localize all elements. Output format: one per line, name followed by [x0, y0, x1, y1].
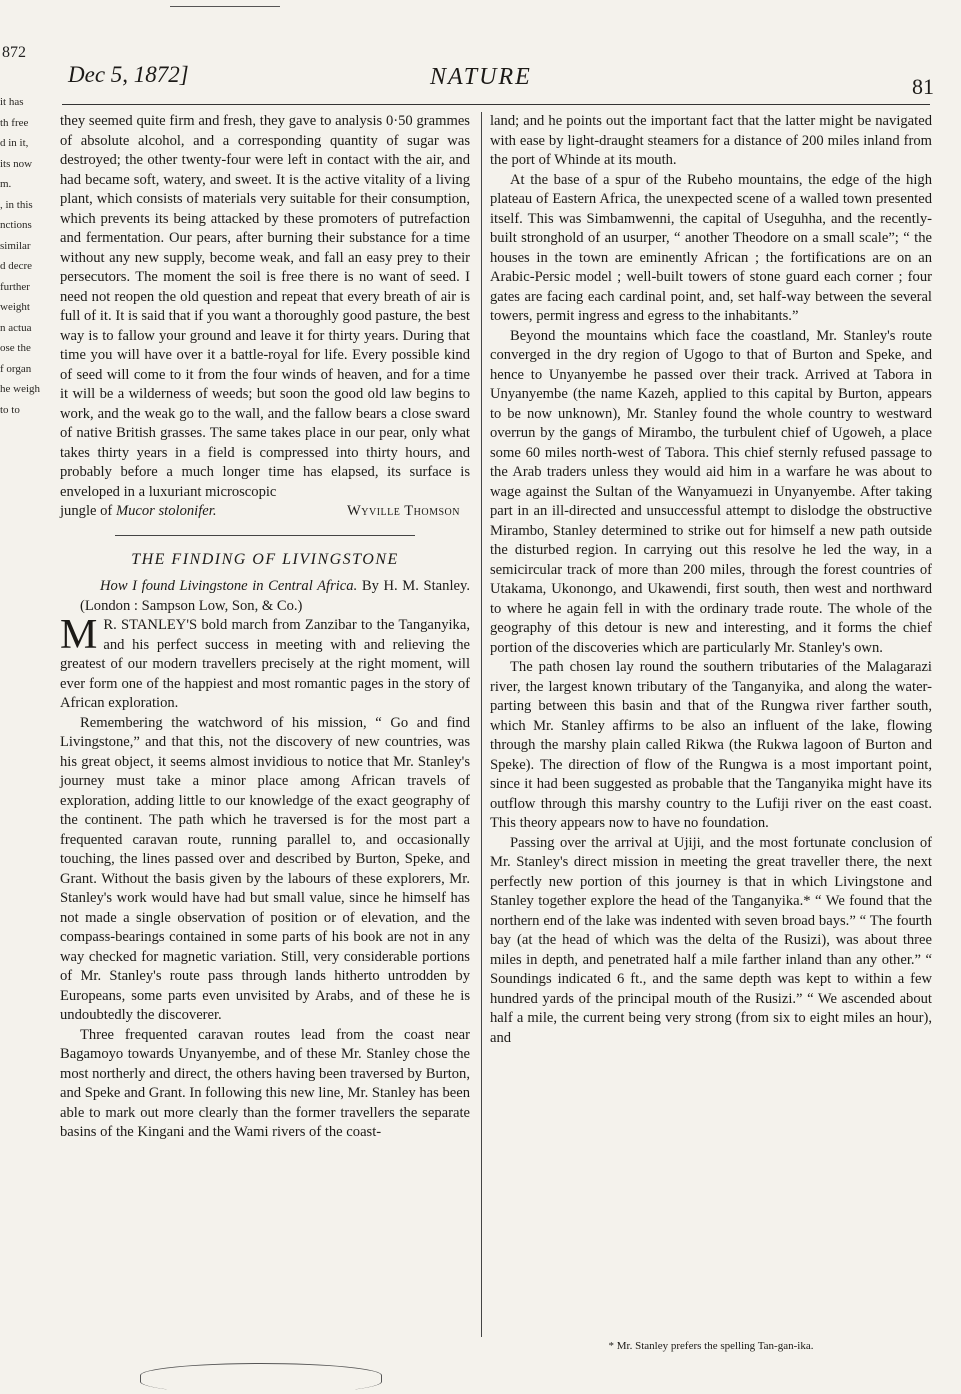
- gutter-page-fragment: 872: [2, 44, 26, 61]
- opening-caps: R. STANLEY'S: [103, 617, 198, 633]
- paragraph: Beyond the mountains which face the coastland, Mr. Stanley's route converged in the dry region of Ugogo to that of Burton and Speke, and hence to Unyanyembe he passed over their track. Arrived at Tabora in Unyanyembe (the name Kazeh, applied to this capital by Burton, appears to be now unknown), Mr. Stanley found the whole country to westward overrun by the gangs of Mirambo, the turbulent chief of Ugoweh, a place some 60 miles north-west of Tabora. This chief sternly refused passage to the Arab traders unless they would aid him in a warfare he was about to wage against the Sultan of the Wanyamuezi in Unyanyembe. After taking part in an ill-directed and unsuccessful attempt to dislodge the obstructive Mirambo, Stanley determined to strike out for himself a new path outside the disturbed region. In carrying out this resolve he led the way, in a semicircular track of more than 200 miles, through the forest countries of Utakama, Ukonongo, and Ukawendi, first south, then west and northward to where he again fell in with the ordinary trade route. The whole of the geography of this detour is new and interesting, and it forms the chief portion of the discoveries which are particularly Mr. Stanley's own.: [490, 327, 932, 656]
- paragraph: Remembering the watchword of his mission, “ Go and find Livingstone,” and that this, not the discovery of new countries, was his great object, it seems almost invidious to notice that Mr. Stanley's journey must take a minor place among African travels of exploration, adding little to our knowledge of the exact geography of the continent. The path which he traversed is for the most part a frequented caravan route, running parallel to, and occasionally touching, the lines passed over and described by Burton, Speke, and Grant. Without the basis given by the labours of these explorers, Mr. Stanley's work would have had but small value, since he himself has not made a single observation of position or of elevation, and the compass-bearings contained in some parts of his book are not in any way checked for magnetic variation. Still, very considerable portions of Mr. Stanley's route pass through lands hitherto untrodden by Europeans, some parts even unvisited by Arabs, and of these he is undoubtedly the discoverer.: [60, 714, 470, 1023]
- gutter-line: it has: [0, 96, 24, 108]
- gutter-line: similar: [0, 239, 31, 252]
- gutter-line: further: [0, 280, 30, 293]
- article-title: THE FINDING OF LIVINGSTONE: [131, 550, 399, 568]
- opening-paragraph: [60, 612, 470, 714]
- section-divider: [115, 535, 415, 536]
- gutter-line: to to: [0, 403, 20, 416]
- gutter-line: ose the: [0, 342, 31, 354]
- gutter-line: its now: [0, 157, 33, 170]
- gutter-line: m.: [0, 178, 12, 190]
- closing-line-start: jungle of: [60, 503, 116, 519]
- gutter-line: he weigh: [0, 383, 41, 395]
- journal-title: NATURE: [430, 64, 532, 90]
- gutter-line: d in it,: [0, 137, 29, 149]
- gutter-line: nctions: [0, 219, 32, 231]
- author-signature: Wyville Thomson: [346, 503, 460, 519]
- top-margin-rule: [170, 6, 280, 7]
- paragraph: At the base of a spur of the Rubeho mountains, the edge of the high plateau of Eastern Africa, the unexpected scene of a walled town presented itself. This was Simbamwenni, the capital of Useguhha, and the recently-built stronghold of an usurper, “ another Theodore on a small scale”; “ the houses in the town are eminently African ; the fortifications are on an Arabic-Persic model ; well-built towers of stone guard each corner ; four gates are facing each cardinal point, and, set half-way between the several towers, permit ingress and egress to the inhabitants.”: [490, 171, 932, 324]
- header-date: Dec 5, 1872]: [68, 62, 189, 87]
- gutter-line: f organ: [0, 362, 32, 375]
- binding-mark: [140, 1363, 382, 1394]
- species-name: Mucor stolonifer.: [115, 503, 217, 519]
- footnote: * Mr. Stanley prefers the spelling Tan-gan-ika.: [608, 1340, 814, 1352]
- paragraph: Three frequented caravan routes lead from the coast near Bagamoyo towards Unyanyembe, and of these Mr. Stanley chose the most northerly and direct, the others having been traversed by Burton, and Speke and Grant. In following this new line, Mr. Stanley has been able to mark out more clearly than the former travellers the separate basins of the Kingani and the Wami rivers of the coast-: [60, 1026, 470, 1140]
- right-column: [490, 112, 932, 1048]
- gutter-bleed-text: [0, 92, 41, 1332]
- opening-text: bold march from Zanzibar to the Tanganyika, and his perfect success in meeting with and relieving the greatest of our modern travellers precisely at the right moment, will ever form one of the happiest and most romantic pages in the story of African exploration.: [60, 617, 470, 711]
- running-header: [62, 62, 942, 102]
- gutter-line: , in this: [0, 198, 33, 211]
- book-reference: [60, 577, 470, 616]
- left-column: [60, 112, 470, 1143]
- drop-cap: M: [60, 612, 98, 658]
- gutter-line: n actua: [0, 321, 32, 334]
- paragraph: they seemed quite firm and fresh, they gave to analysis 0·50 grammes of absolute alcohol, and a corresponding quantity of sugar was destroyed; the other twenty-four were left in contact with the air, and had became soft, watery, and sweet. It is the active vitality of a living plant, which consists of materials very suitable for their consumption, which prevents its being attacked by these promoters of putrefaction and fermentation. Our pears, after burning their substance for a time without any new supply, become weak, and fall an easy prey to their persecutors. The moment the soil is free there is no want of seed. I need not reopen the old question and repeat that every breath of air is full of it. It is said that if you want a thoroughly good pasture, the best way is to fallow your ground and leave it for thirty years. During that time you will have over it a battle-royal for life. Every possible kind of seed will come to it from the four winds of heaven, and for a time it will be a wilderness of weeds; but soon the good old law begins to work, and the weak go to the wall, and the fallow bears a close sward of native British grasses. The same takes place in our pear, only what takes thirty years in a field is compressed into thirty hours, and probably before a much longer time has elapsed, its surface is enveloped in a luxuriant microscopic: [60, 113, 470, 500]
- page-number: 81: [912, 74, 934, 99]
- closing-text: [60, 502, 216, 522]
- paragraph: land; and he points out the important fact that the latter might be navigated with ease by light-draught steamers for a distance of 200 miles inland from the port of Whinde at its mouth.: [490, 113, 932, 168]
- paragraph: The path chosen lay round the southern tributaries of the Malagarazi river, the largest known tributary of the Tanganyika, and along the water-parting between this basin and that of the Rungwa river farther south, which Mr. Stanley affirms to be also an influent of the lake, flowing through the marshy plain called Rikwa (the Rukwa lagoon of Burton and Speke). The direction of flow of the Rungwa is a most important point, since it had been suggested as probable that the Tanganyika might have its outflow through this marshy country to the Lufiji river on the east coast. This theory appears now to have no foundation.: [490, 659, 932, 831]
- paragraph: Passing over the arrival at Ujiji, and the most fortunate conclusion of Mr. Stanley's direct mission in meeting the great traveller there, the next perfectly new portion of this journey is that in which Livingstone and Stanley together explore the head of the Tanganyika.* “ We found that the northern end of the lake was indented with seven broad bays.” “ The fourth bay (at the head of which was the delta of the Rusizi), was about three miles in depth, and penetrated half a mile farther inland than any other.” “ Soundings indicated 6 ft., and the same depth was kept to within a few hundred yards of the principal mouth of the Rusizi.” “ We ascended about half a mile, the current being very strong (from six to eight miles an hour), and: [490, 834, 932, 1046]
- gutter-line: th free: [0, 116, 29, 129]
- header-rule: [62, 104, 930, 105]
- gutter-line: d decre: [0, 260, 33, 272]
- book-title: How I found Livingstone in Central Africa.: [100, 578, 358, 594]
- closing-line: [60, 502, 470, 522]
- column-divider: [481, 112, 482, 1337]
- gutter-line: weight: [0, 301, 30, 313]
- book-byline: By H. M. Stanley. (London : Sampson Low, Son, & Co.): [80, 578, 470, 614]
